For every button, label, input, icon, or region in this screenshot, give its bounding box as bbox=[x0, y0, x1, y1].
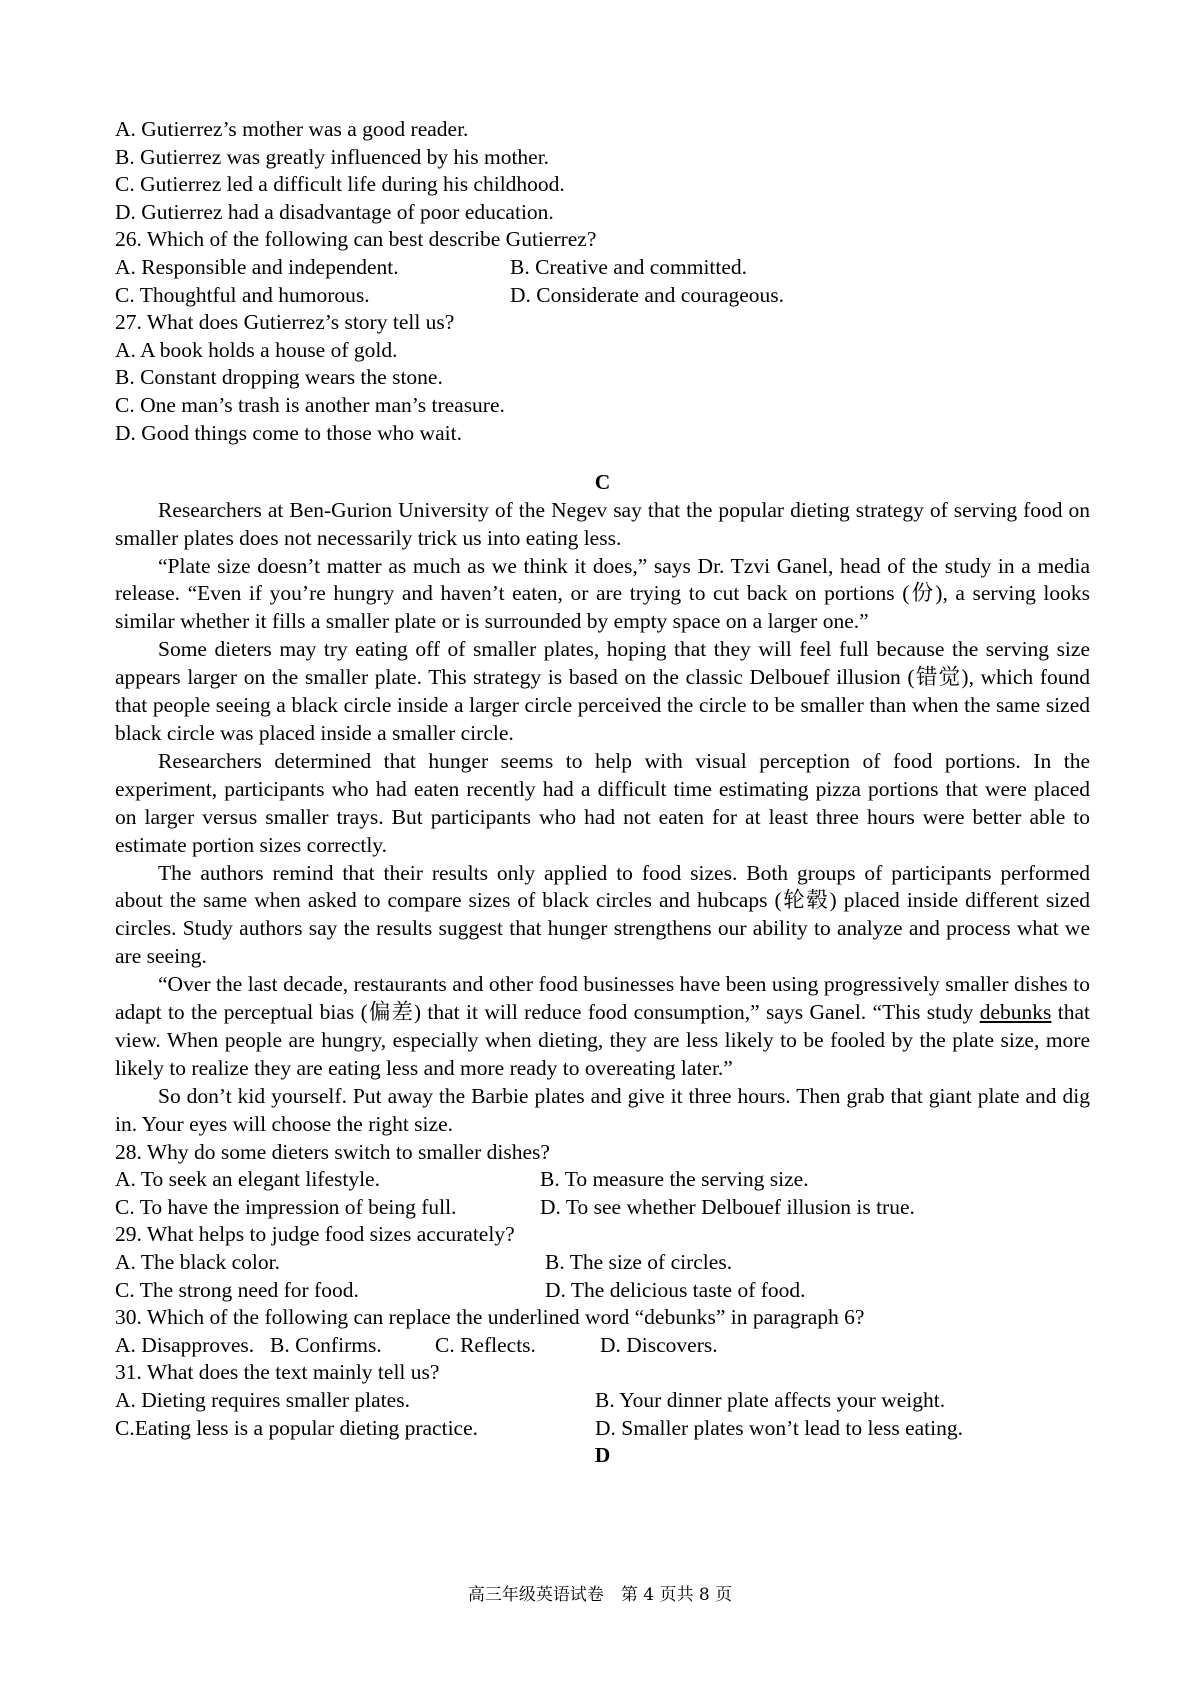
q26-options-row-2 bbox=[115, 282, 1090, 310]
q29-option-c: C. The strong need for food. bbox=[115, 1277, 359, 1302]
q30-options-row bbox=[115, 1332, 1090, 1360]
passage-paragraph-4: Researchers determined that hunger seems to help with visual perception of food portions. In the experiment, participants who had eaten recently had a difficult time estimating pizza portions that were placed on larger versus smaller trays. But participants who had not eaten for at least three hours were better able to estimate portion sizes correctly. bbox=[115, 748, 1090, 857]
q30-option-d: D. Discovers. bbox=[600, 1332, 718, 1357]
q30-question: 30. Which of the following can replace the underlined word “debunks” in paragraph 6? bbox=[115, 1305, 865, 1330]
q31-option-b: B. Your dinner plate affects your weight. bbox=[595, 1387, 946, 1412]
q29-option-d: D. The delicious taste of food. bbox=[545, 1277, 806, 1302]
q28-options-row-1 bbox=[115, 1166, 1090, 1194]
q28-option-c: C. To have the impression of being full. bbox=[115, 1194, 457, 1219]
q31-options-row-1 bbox=[115, 1387, 1090, 1415]
q31-option-a: A. Dieting requires smaller plates. bbox=[115, 1387, 410, 1412]
q31-question: 31. What does the text mainly tell us? bbox=[115, 1360, 440, 1385]
q25-option-b: B. Gutierrez was greatly influenced by his mother. bbox=[115, 144, 550, 169]
q27-option-d: D. Good things come to those who wait. bbox=[115, 420, 462, 445]
q29-options-row-2 bbox=[115, 1277, 1090, 1305]
q27-option-c: C. One man’s trash is another man’s treasure. bbox=[115, 392, 505, 417]
q26-option-c: C. Thoughtful and humorous. bbox=[115, 282, 370, 307]
underlined-word-debunks: debunks bbox=[979, 1000, 1052, 1025]
passage-paragraph-5: The authors remind that their results only applied to food sizes. Both groups of participants performed about the same when asked to compare sizes of black circles and hubcaps (轮毂) placed inside different sized circles. Study authors say the results suggest that hunger strengthens our ability to analyze and process what we are seeing. bbox=[115, 860, 1090, 969]
q25-option-d: D. Gutierrez had a disadvantage of poor education. bbox=[115, 199, 554, 224]
passage-paragraph-3: Some dieters may try eating off of smaller plates, hoping that they will feel full because the serving size appears larger on the smaller plate. This strategy is based on the classic Delbouef illusion (错觉), which found that people seeing a black circle inside a larger circle perceived the circle to be smaller than when the same sized black circle was placed inside a smaller circle. bbox=[115, 637, 1090, 745]
q27-question: 27. What does Gutierrez’s story tell us? bbox=[115, 310, 455, 335]
q28-question: 28. Why do some dieters switch to smaller dishes? bbox=[115, 1139, 550, 1164]
q30-option-c: C. Reflects. bbox=[435, 1332, 536, 1357]
q30-option-a: A. Disapproves. bbox=[115, 1332, 255, 1357]
q31-option-c: C.Eating less is a popular dieting practice. bbox=[115, 1415, 479, 1440]
q29-option-b: B. The size of circles. bbox=[545, 1249, 733, 1274]
passage-paragraph-7: So don’t kid yourself. Put away the Barbie plates and give it three hours. Then grab that giant plate and dig in. Your eyes will choose the right size. bbox=[115, 1083, 1090, 1136]
q27-option-a: A. A book holds a house of gold. bbox=[115, 337, 398, 362]
q25-option-c: C. Gutierrez led a difficult life during his childhood. bbox=[115, 172, 565, 197]
section-d-heading: D bbox=[594, 1443, 611, 1468]
q27-option-b: B. Constant dropping wears the stone. bbox=[115, 365, 443, 390]
q30-option-b: B. Confirms. bbox=[270, 1332, 382, 1357]
page-footer: 高三年级英语试卷 第 4 页共 8 页 bbox=[467, 1585, 733, 1605]
passage-paragraph-6: “Over the last decade, restaurants and other food businesses have been using progressively smaller dishes to adapt to the perceptual bias (偏差) that it will reduce food consumption,” says Ganel. “This study debunks that view. When people are hungry, especially when dieting, they are less likely to be fooled by the plate size, more likely to realize they are eating less and more ready to overeating later.” bbox=[115, 972, 1090, 1080]
exam-page bbox=[115, 116, 1090, 1470]
q26-option-b: B. Creative and committed. bbox=[510, 254, 748, 279]
q25-option-a: A. Gutierrez’s mother was a good reader. bbox=[115, 117, 469, 141]
q26-option-a: A. Responsible and independent. bbox=[115, 254, 399, 279]
q29-options-row-1 bbox=[115, 1249, 1090, 1277]
passage-paragraph-2: “Plate size doesn’t matter as much as we think it does,” says Dr. Tzvi Ganel, head of the study in a media release. “Even if you’re hungry and haven’t eaten, or are trying to cut back on portions (份), a serving looks similar whether it fills a smaller plate or is surrounded by empty space on a larger one.” bbox=[115, 553, 1090, 634]
q28-option-d: D. To see whether Delbouef illusion is true. bbox=[540, 1194, 915, 1219]
q28-option-a: A. To seek an elegant lifestyle. bbox=[115, 1167, 380, 1192]
q26-option-d: D. Considerate and courageous. bbox=[510, 282, 785, 307]
q28-option-b: B. To measure the serving size. bbox=[540, 1167, 809, 1192]
q26-question: 26. Which of the following can best describe Gutierrez? bbox=[115, 227, 597, 252]
passage-paragraph-1: Researchers at Ben-Gurion University of the Negev say that the popular dieting strategy of serving food on smaller plates does not necessarily trick us into eating less. bbox=[115, 497, 1090, 550]
section-c-heading: C bbox=[594, 470, 611, 495]
q31-option-d: D. Smaller plates won’t lead to less eating. bbox=[595, 1415, 964, 1440]
q31-options-row-2 bbox=[115, 1415, 1090, 1443]
q28-options-row-2 bbox=[115, 1194, 1090, 1222]
q26-options-row-1 bbox=[115, 254, 1090, 282]
q29-option-a: A. The black color. bbox=[115, 1249, 280, 1274]
q29-question: 29. What helps to judge food sizes accurately? bbox=[115, 1222, 515, 1247]
